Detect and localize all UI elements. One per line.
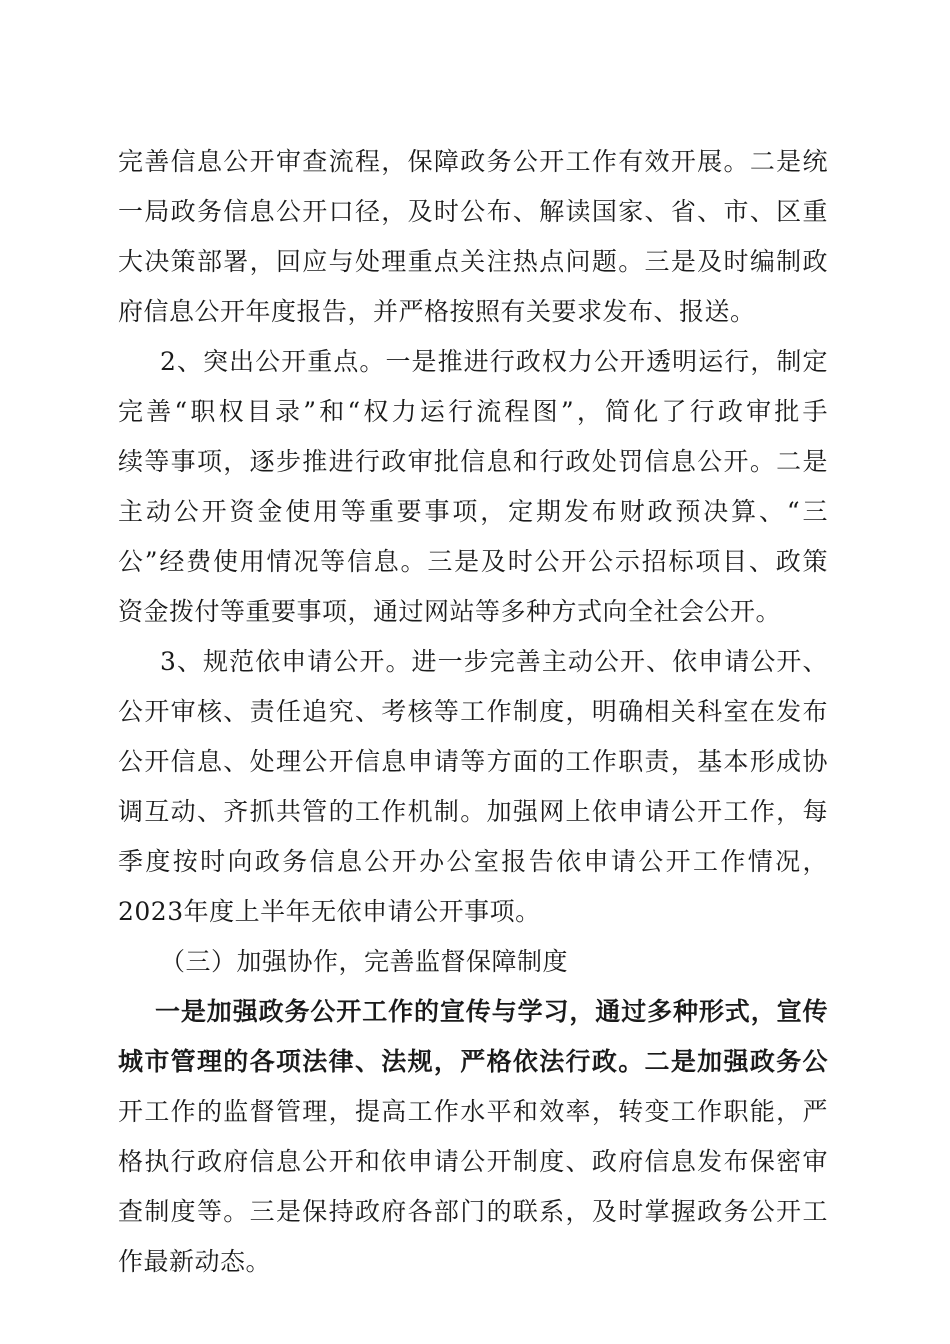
paragraph-2-line-5: 公”经费使用情况等信息。三是及时公开公示招标项目、政策 (118, 547, 828, 576)
paragraph-2-line-1: 2、突出公开重点。一是推进行政权力公开透明运行，制定 (160, 347, 828, 376)
paragraph-4-line-4: 格执行政府信息公开和依申请公开制度、政府信息发布保密审 (118, 1147, 828, 1176)
paragraph-1-line-2: 一局政务信息公开口径，及时公布、解读国家、省、市、区重 (118, 197, 828, 226)
paragraph-2-line-4: 主动公开资金使用等重要事项，定期发布财政预决算、“三 (118, 497, 828, 526)
paragraph-2-line-2: 完善“职权目录”和“权力运行流程图”，简化了行政审批手 (118, 397, 828, 426)
paragraph-4-line-1: 一是加强政务公开工作的宣传与学习，通过多种形式，宣传 (155, 997, 828, 1026)
paragraph-3-line-4: 调互动、齐抓共管的工作机制。加强网上依申请公开工作，每 (118, 797, 828, 826)
paragraph-3-line-5: 季度按时向政务信息公开办公室报告依申请公开工作情况， (118, 847, 828, 876)
section-heading: （三）加强协作，完善监督保障制度 (160, 947, 569, 976)
paragraph-4-line-2: 城市管理的各项法律、法规，严格依法行政。二是加强政务公 (118, 1047, 828, 1076)
paragraph-4-line-6: 作最新动态。 (118, 1247, 272, 1276)
paragraph-2-line-6: 资金拨付等重要事项，通过网站等多种方式向全社会公开。 (118, 597, 782, 626)
paragraph-3-line-6: 2023年度上半年无依申请公开事项。 (118, 897, 541, 926)
paragraph-3-line-1: 3、规范依申请公开。进一步完善主动公开、依申请公开、 (160, 647, 828, 676)
paragraph-3-line-3: 公开信息、处理公开信息申请等方面的工作职责，基本形成协 (118, 747, 828, 776)
paragraph-1-line-3: 大决策部署，回应与处理重点关注热点问题。三是及时编制政 (118, 247, 828, 276)
paragraph-1-line-4: 府信息公开年度报告，并严格按照有关要求发布、报送。 (118, 297, 756, 326)
paragraph-4-line-3: 开工作的监督管理，提高工作水平和效率，转变工作职能，严 (118, 1097, 828, 1126)
paragraph-2-line-3: 续等事项，逐步推进行政审批信息和行政处罚信息公开。二是 (118, 447, 828, 476)
paragraph-1-line-1: 完善信息公开审查流程，保障政务公开工作有效开展。二是统 (118, 147, 828, 176)
paragraph-3-line-2: 公开审核、责任追究、考核等工作制度，明确相关科室在发布 (118, 697, 828, 726)
paragraph-4-line-5: 查制度等。三是保持政府各部门的联系，及时掌握政务公开工 (118, 1197, 828, 1226)
